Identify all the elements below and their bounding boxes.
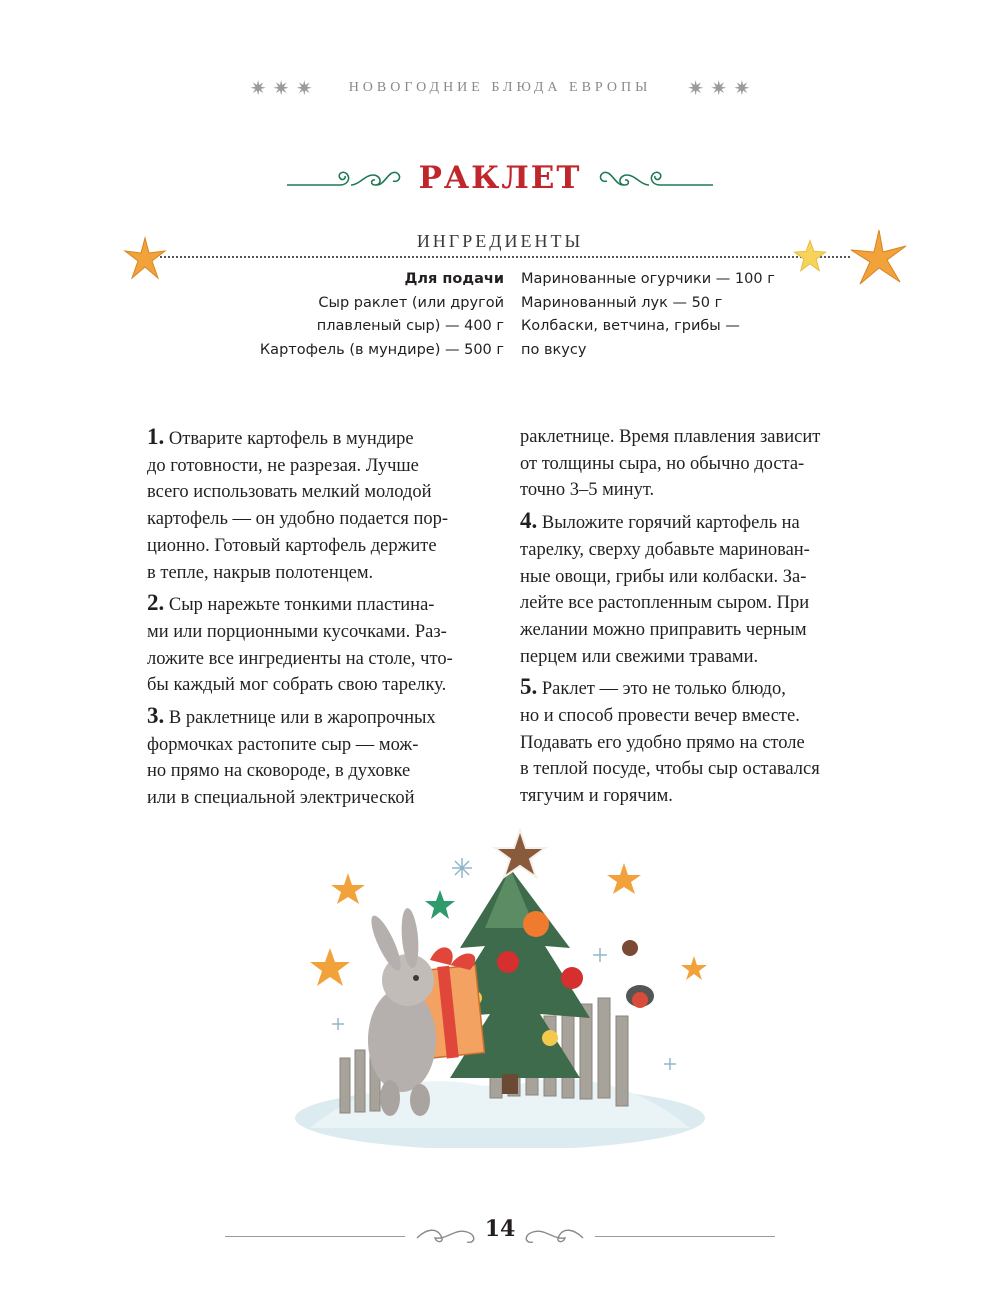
step-line: ные овощи, грибы или колбаски. За- — [520, 566, 807, 587]
step-line: до готовности, не разрезая. Лучше — [147, 455, 419, 476]
step-line: ционно. Готовый картофель держите — [147, 535, 437, 556]
header-ornament-right: ✷ ✷ ✷ — [687, 76, 751, 100]
step-line: формочках растопите сыр — мож- — [147, 734, 419, 755]
ingredient-line: Маринованные огурчики — 100 г — [521, 271, 775, 287]
ingredient-line: плавленый сыр) — 400 г — [316, 318, 504, 334]
ingredient-line: Колбаски, ветчина, грибы — — [521, 318, 740, 334]
step-line: лейте все растопленным сыром. При — [520, 593, 810, 614]
ingredients-right-column — [521, 268, 841, 362]
step-line: раклетнице. Время плавления зависит — [520, 427, 821, 447]
winter-illustration — [290, 828, 710, 1148]
header-ornament-left: ✷ ✷ ✷ — [249, 76, 313, 100]
ingredient-group-label: Для подачи — [404, 271, 504, 287]
ingredients-left-column — [184, 268, 504, 362]
step-line: в тепле, накрыв полотенцем. — [147, 562, 374, 583]
step-number: 3. — [147, 703, 165, 729]
step-line: ми или порционными кусочками. Раз- — [147, 621, 447, 642]
step-line: но прямо на сковороде, в духовке — [147, 761, 411, 782]
step-line: Подавать его удобно прямо на столе — [520, 732, 805, 753]
ingredients-divider — [160, 256, 850, 258]
step-text: Выложите горячий картофель на — [537, 513, 800, 534]
recipe-title-row — [0, 156, 1000, 200]
step-line: точно 3–5 минут. — [520, 480, 655, 501]
step-text: В раклетнице или в жаропрочных — [164, 708, 436, 729]
step-3-first-line — [147, 703, 497, 732]
steps-left-column — [147, 424, 497, 812]
step-line: желании можно приправить черным — [520, 619, 807, 640]
step-line: от толщины сыра, но обычно доста- — [520, 453, 805, 474]
footer-flourish-right-icon — [515, 1224, 585, 1248]
step-line: или в специальной электрической — [147, 788, 415, 809]
recipe-title: РАКЛЕТ — [418, 160, 582, 196]
running-header — [0, 76, 1000, 100]
step-line: бы каждый мог собрать свою тарелку. — [147, 675, 447, 696]
step-line: тягучим и горячим. — [520, 786, 673, 807]
step-text: Отварите картофель в мундире — [164, 429, 414, 449]
step-number: 1. — [147, 424, 165, 449]
step-text: Раклет — это не только блюдо, — [537, 679, 786, 700]
step-line: ложите все ингредиенты на столе, что- — [147, 648, 453, 669]
ingredients-heading: ИНГРЕДИЕНТЫ — [416, 231, 584, 251]
step-1-first-line — [147, 424, 497, 453]
star-icon — [848, 228, 910, 290]
running-title: НОВОГОДНИЕ БЛЮДА ЕВРОПЫ — [348, 80, 652, 95]
step-number: 4. — [520, 508, 538, 534]
page-number: 14 — [484, 1216, 516, 1242]
step-line: всего использовать мелкий молодой — [147, 482, 432, 503]
ingredient-line: Маринованный лук — 50 г — [521, 294, 723, 311]
step-text: Сыр нарежьте тонкими пластина- — [164, 595, 435, 616]
step-line: картофель — он удобно подается пор- — [147, 509, 449, 530]
flourish-right-icon — [595, 163, 715, 193]
step-2-first-line — [147, 590, 497, 619]
ingredient-line: Сыр раклет (или другой — [318, 294, 504, 311]
ingredient-line: Картофель (в мундире) — 500 г — [259, 341, 504, 358]
step-line: перцем или свежими травами. — [520, 646, 759, 667]
steps-right-column — [520, 424, 870, 810]
flourish-left-icon — [285, 163, 405, 193]
ingredient-line: по вкусу — [521, 341, 587, 358]
step-line: тарелку, сверху добавьте маринован- — [520, 539, 810, 560]
step-number: 5. — [520, 674, 538, 700]
step-line: в теплой посуде, чтобы сыр оставался — [520, 759, 820, 780]
step-line: но и способ провести вечер вместе. — [520, 706, 800, 727]
step-5-first-line — [520, 674, 870, 703]
step-4-first-line — [520, 508, 870, 537]
star-icon — [122, 236, 168, 282]
page-footer — [225, 1210, 775, 1250]
footer-rule-right — [595, 1236, 775, 1237]
step-number: 2. — [147, 590, 165, 616]
